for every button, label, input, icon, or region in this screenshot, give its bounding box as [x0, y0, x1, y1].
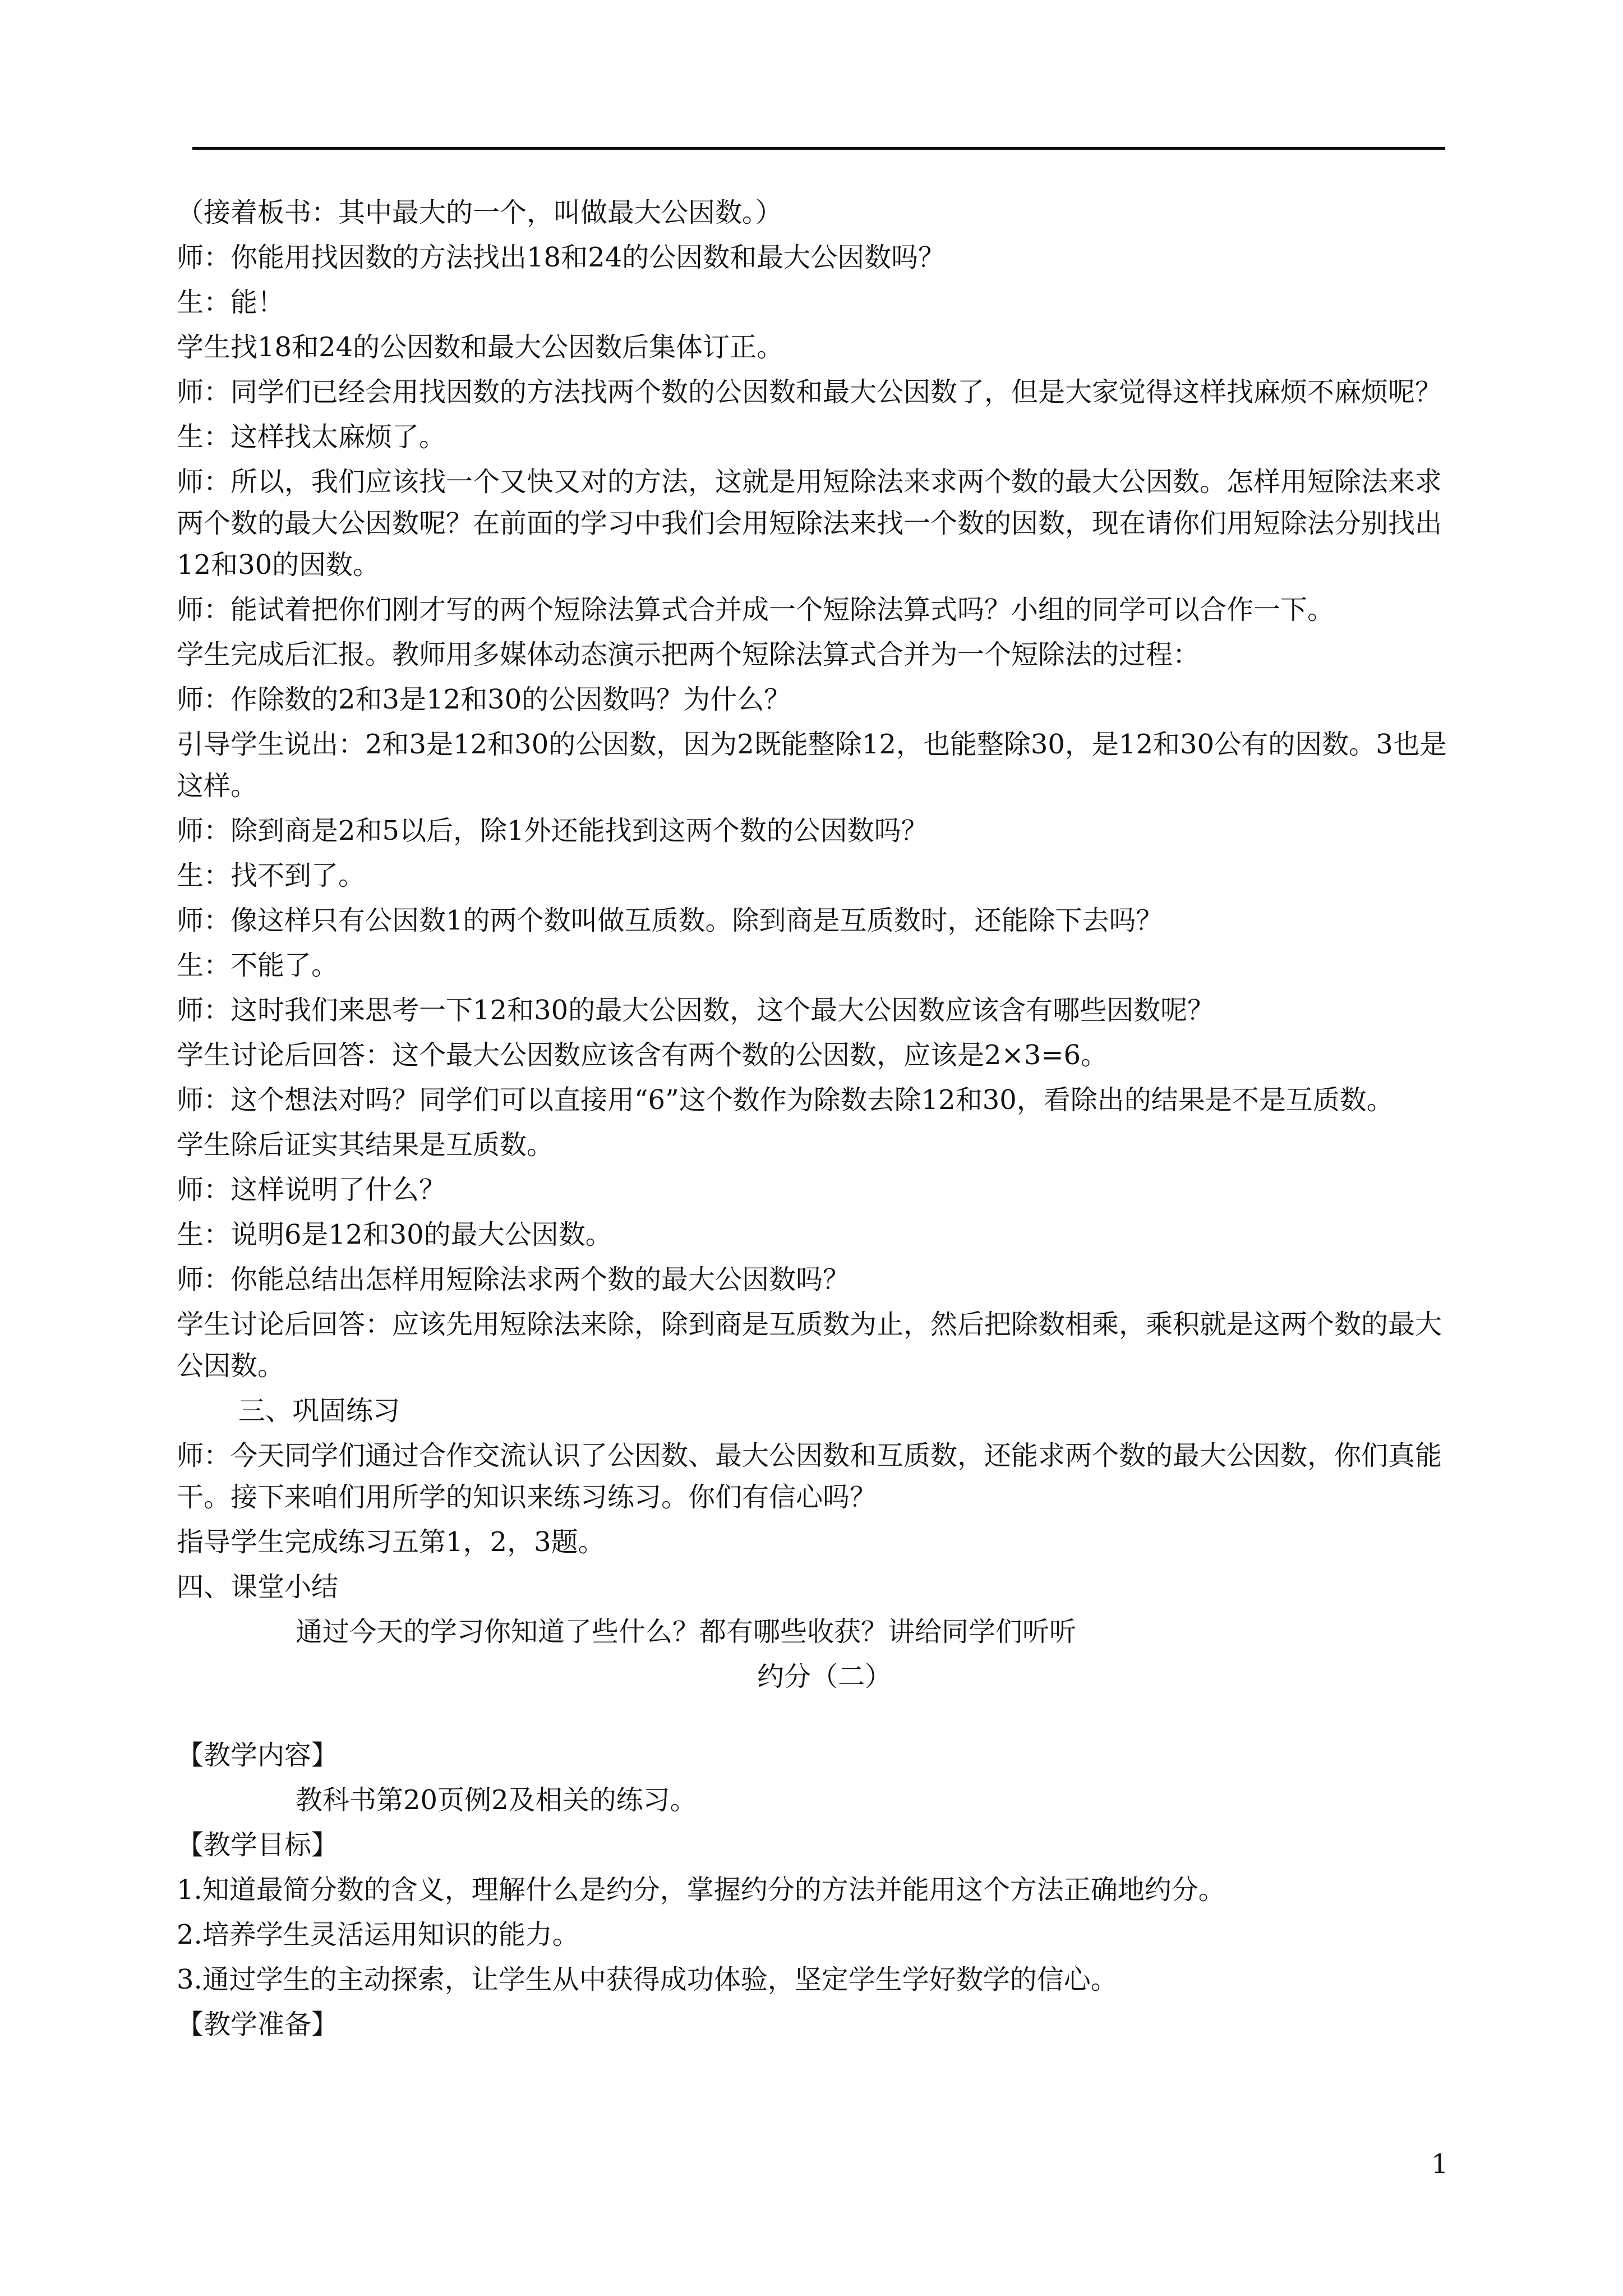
paragraph: 生：不能了。 — [177, 950, 339, 981]
paragraph: 学生找18和24的公因数和最大公因数后集体订正。 — [177, 332, 784, 363]
header-rule — [192, 147, 1445, 150]
content-heading: 【教学内容】 — [177, 1740, 339, 1771]
paragraph: 学生讨论后回答：这个最大公因数应该含有两个数的公因数，应该是2×3=6。 — [177, 1039, 1108, 1071]
paragraph: 师：作除数的2和3是12和30的公因数吗？为什么？ — [177, 684, 791, 715]
paragraph: 指导学生完成练习五第1，2，3题。 — [177, 1526, 605, 1558]
goal-item: 3.通过学生的主动探索，让学生从中获得成功体验，坚定学生学好数学的信心。 — [177, 1964, 1118, 1995]
section-heading-practice: 三、巩固练习 — [238, 1395, 400, 1427]
paragraph: 师：这时我们来思考一下12和30的最大公因数，这个最大公因数应该含有哪些因数呢？ — [177, 995, 1215, 1026]
paragraph: 师：除到商是2和5以后，除1外还能找到这两个数的公因数吗？ — [177, 815, 928, 846]
document-body — [177, 192, 1450, 2049]
paragraph: 师：你能总结出怎样用短除法求两个数的最大公因数吗？ — [177, 1264, 850, 1295]
paragraph: 学生讨论后回答：应该先用短除法来除，除到商是互质数为止，然后把除数相乘，乘积就是这两个数的最大公因数。 — [177, 1309, 1442, 1382]
goal-item: 1.知道最简分数的含义，理解什么是约分，掌握约分的方法并能用这个方法正确地约分。 — [177, 1874, 1225, 1906]
paragraph: （接着板书：其中最大的一个，叫做最大公因数。） — [177, 197, 783, 228]
paragraph: 师：像这样只有公因数1的两个数叫做互质数。除到商是互质数时，还能除下去吗？ — [177, 905, 1163, 936]
goals-heading: 【教学目标】 — [177, 1829, 339, 1861]
paragraph: 学生除后证实其结果是互质数。 — [177, 1129, 554, 1161]
paragraph: 师：这个想法对吗？同学们可以直接用“6”这个数作为除数去除12和30，看除出的结果是不是互质数。 — [177, 1084, 1394, 1116]
lesson-title: 约分（二） — [757, 1661, 892, 1692]
paragraph: 师：同学们已经会用找因数的方法找两个数的公因数和最大公因数了，但是大家觉得这样找麻烦不麻烦呢？ — [177, 376, 1442, 408]
goal-item: 2.培养学生灵活运用知识的能力。 — [177, 1919, 579, 1950]
paragraph: 生：能！ — [177, 287, 285, 318]
page-number: 1 — [1431, 2148, 1449, 2180]
paragraph: 师：你能用找因数的方法找出18和24的公因数和最大公因数吗？ — [177, 242, 946, 273]
prep-heading: 【教学准备】 — [177, 2009, 339, 2040]
paragraph: 师：这样说明了什么？ — [177, 1174, 446, 1205]
paragraph: 师：所以，我们应该找一个又快又对的方法，这就是用短除法来求两个数的最大公因数。怎样用短除法来求两个数的最大公因数呢？在前面的学习中我们会用短除法来找一个数的因数，现在请你们用短除法分别找出12和30的因数。 — [177, 466, 1442, 581]
paragraph: 学生完成后汇报。教师用多媒体动态演示把两个短除法算式合并为一个短除法的过程： — [177, 639, 1200, 670]
paragraph: 生：说明6是12和30的最大公因数。 — [177, 1219, 612, 1250]
paragraph: 师：能试着把你们刚才写的两个短除法算式合并成一个短除法算式吗？小组的同学可以合作一下。 — [177, 594, 1335, 625]
paragraph: 师：今天同学们通过合作交流认识了公因数、最大公因数和互质数，还能求两个数的最大公因数，你们真能干。接下来咱们用所学的知识来练习练习。你们有信心吗？ — [177, 1440, 1442, 1513]
paragraph: 引导学生说出：2和3是12和30的公因数，因为2既能整除12，也能整除30，是12和30公有的因数。3也是这样。 — [177, 729, 1447, 802]
paragraph: 生：这样找太麻烦了。 — [177, 421, 446, 453]
paragraph: 生：找不到了。 — [177, 860, 366, 891]
spacer — [177, 1701, 1450, 1734]
summary-text: 通过今天的学习你知道了些什么？都有哪些收获？讲给同学们听听 — [296, 1616, 1077, 1648]
section-heading-summary: 四、课堂小结 — [177, 1571, 339, 1603]
content-text: 教科书第20页例2及相关的练习。 — [296, 1784, 697, 1816]
